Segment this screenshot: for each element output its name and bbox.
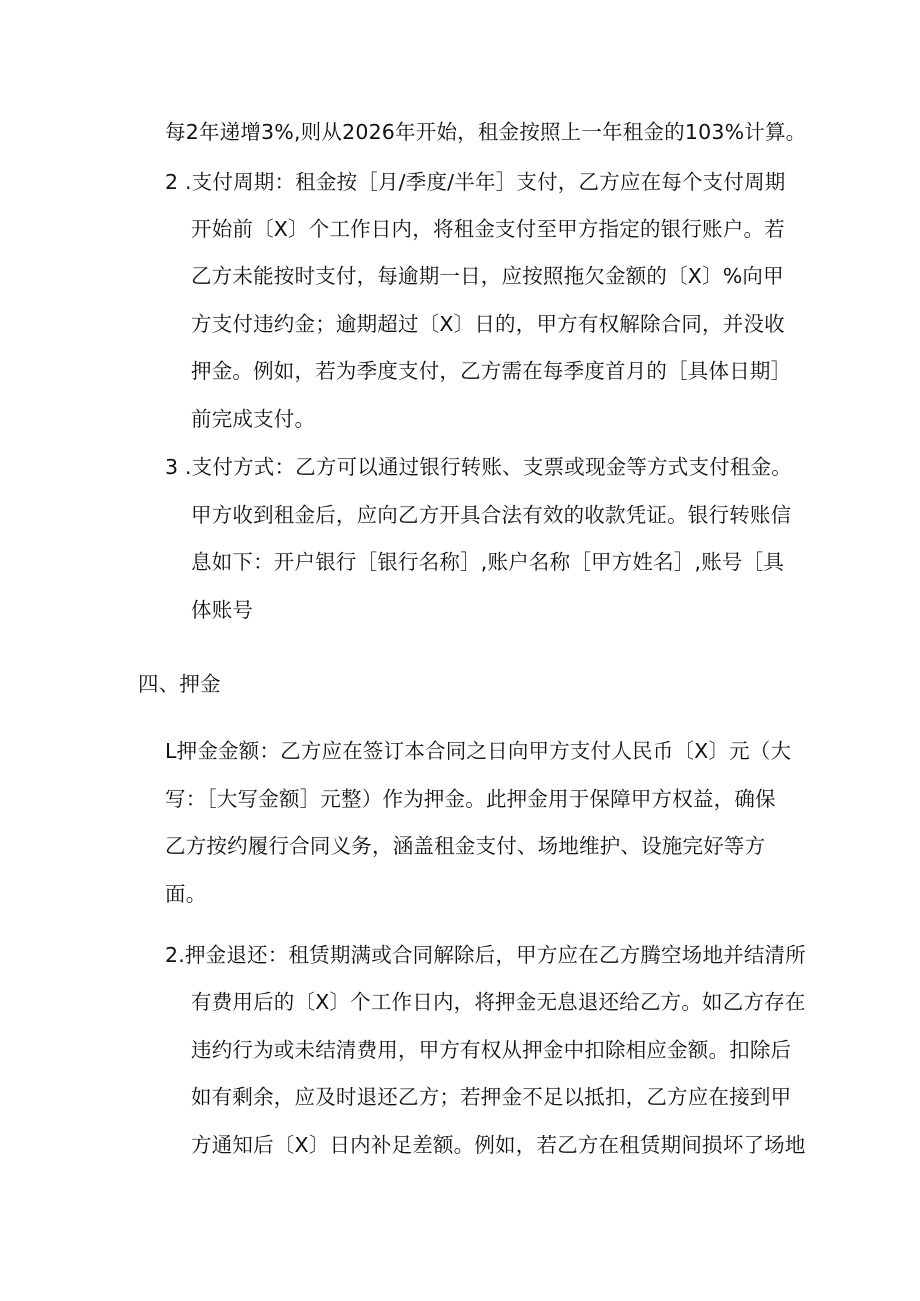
text-line-deposit-refund: 2.押金退还：租赁期满或合同解除后，甲方应在乙方腾空场地并结清所 xyxy=(165,943,806,967)
text-line: 方支付违约金；逾期超过〔X〕日的，甲方有权解除合同，并没收 xyxy=(191,312,785,336)
text-line: 面。 xyxy=(165,882,207,906)
section-heading-deposit: 四、押金 xyxy=(138,672,221,696)
text-line: 乙方未能按时支付，每逾期一日，应按照拖欠金额的〔X〕%向甲 xyxy=(191,264,784,288)
text-line: 方通知后〔X〕日内补足差额。例如，若乙方在租赁期间损坏了场地 xyxy=(191,1133,806,1157)
text-line: 如有剩余，应及时退还乙方；若押金不足以抵扣，乙方应在接到甲 xyxy=(191,1085,792,1109)
text-line: 甲方收到租金后，应向乙方开具合法有效的收款凭证。银行转账信 xyxy=(191,503,792,527)
text-line-rent-increase: 每2年递增3%,则从2026年开始，租金按照上一年租金的103%计算。 xyxy=(165,120,807,144)
text-line: 违约行为或未结清费用，甲方有权从押金中扣除相应金额。扣除后 xyxy=(191,1038,792,1062)
text-line: 有费用后的〔X〕个工作日内，将押金无息退还给乙方。如乙方存在 xyxy=(191,990,806,1014)
text-line: 前完成支付。 xyxy=(191,407,316,431)
text-line: 开始前〔X〕个工作日内，将租金支付至甲方指定的银行账户。若 xyxy=(191,217,785,241)
text-line: 息如下：开户银行［银行名称］,账户名称［甲方姓名］,账号［具 xyxy=(191,550,785,574)
text-line-payment-period: 2 .支付周期：租金按［月/季度/半年］支付，乙方应在每个支付周期 xyxy=(165,170,786,194)
text-line: 乙方按约履行合同义务，涵盖租金支付、场地维护、设施完好等方 xyxy=(165,834,766,858)
text-line-deposit-amount: L押金金额：乙方应在签订本合同之日向甲方支付人民币〔X〕元（大 xyxy=(165,739,792,763)
text-line: 写：［大写金额］元整）作为押金。此押金用于保障甲方权益，确保 xyxy=(165,787,776,811)
text-line-payment-method: 3 .支付方式：乙方可以通过银行转账、支票或现金等方式支付租金。 xyxy=(165,455,792,479)
text-line: 体账号 xyxy=(191,598,254,622)
text-line: 押金。例如，若为季度支付，乙方需在每季度首月的［具体日期］ xyxy=(191,359,792,383)
